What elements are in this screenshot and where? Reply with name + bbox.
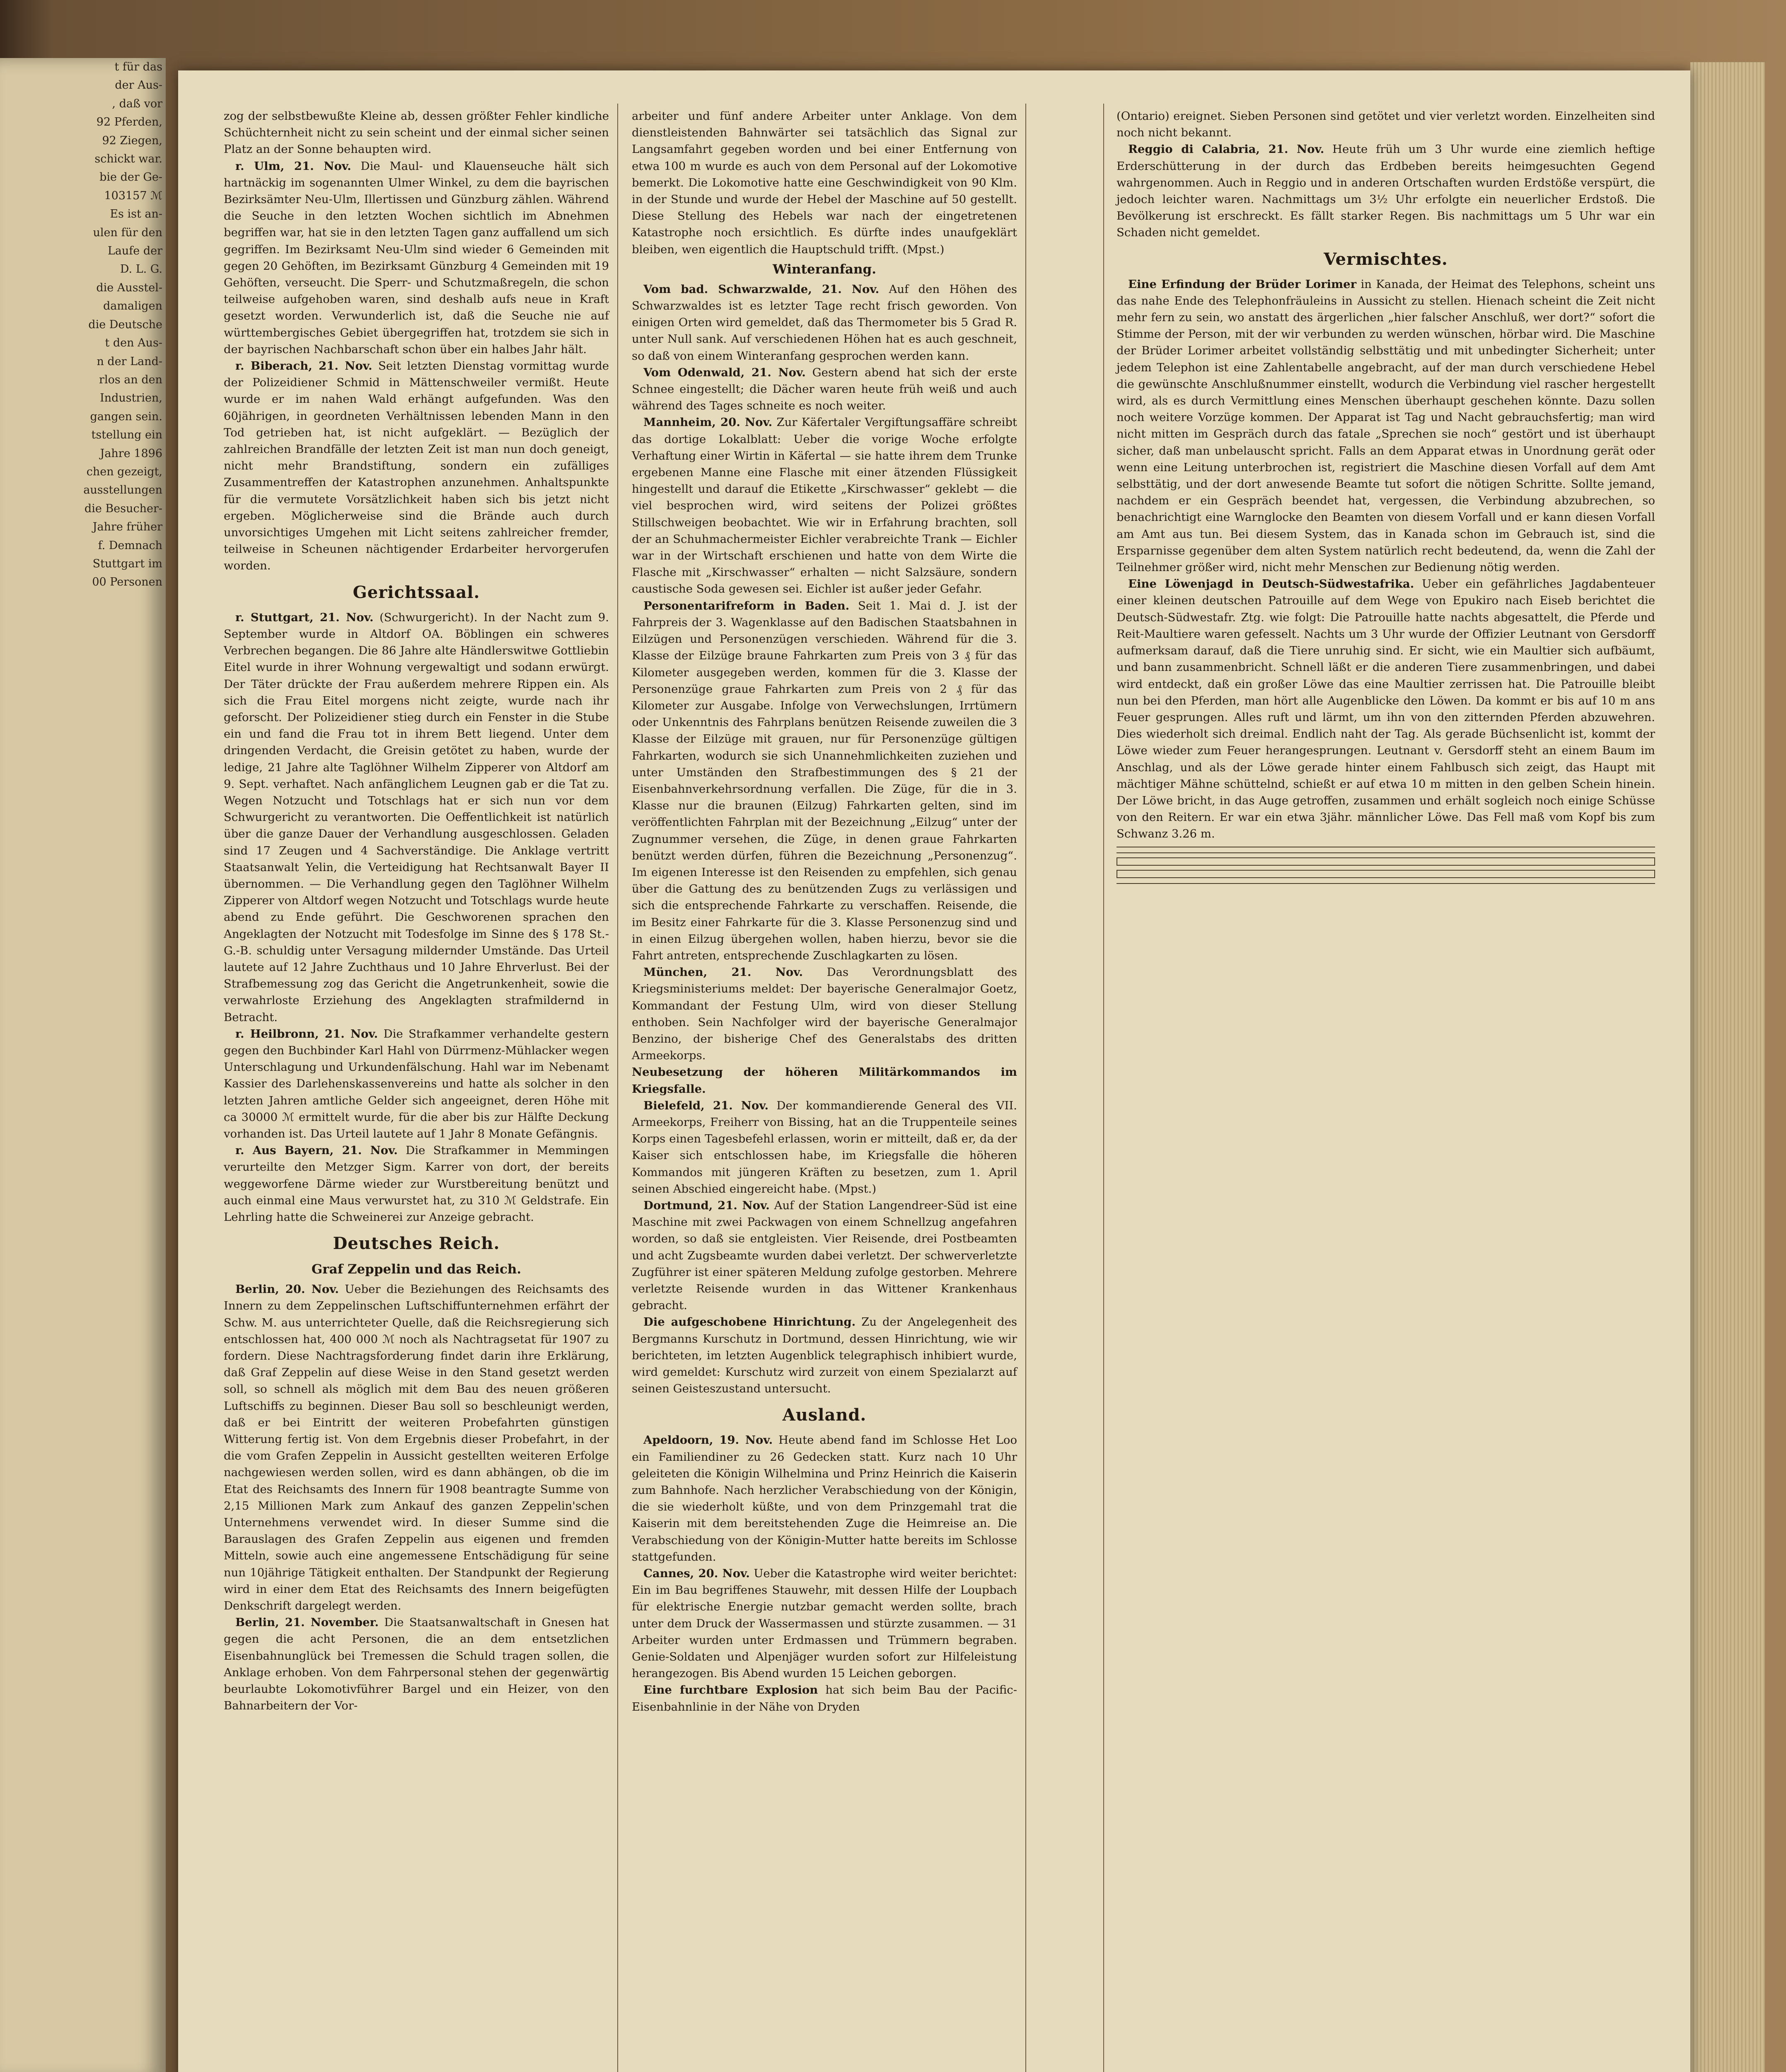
dateline: Bielefeld, 21. Nov. [643, 1099, 769, 1112]
article-text: Zu der Angelegenheit des Bergmanns Kurschutz in Dortmund, dessen Hinrichtung, wie wir berichteten, im letzten Augenblick telegraphisch inhibiert wurde, wird gemeldet: Kurschutz wird zurzeit von einem Spezialarzt auf seinen Geisteszustand untersucht. [632, 1315, 1017, 1396]
previous-page-text-fragment: Es ist an- [110, 208, 162, 221]
dateline: r. Stuttgart, 21. Nov. [235, 610, 374, 624]
column-rule [1103, 104, 1104, 2072]
previous-page-text-fragment: 92 Pferden, [96, 116, 162, 129]
previous-page-text-fragment: D. L. G. [120, 263, 162, 276]
article-cannes [632, 1565, 1017, 1682]
article-text: Auf der Station Langendreer-Süd ist eine Maschine mit zwei Packwagen von einem Schnellzug angefahren worden, so daß sie entgleisten. Vier Reisende, drei Postbeamten und acht Zugsbeamte wurden dabei verletzt. Der schwerverletzte Zugführer ist einer späteren Meldung zufolge gestorben. Mehrere verletzte Reisende wurden in das Wittener Krankenhaus gebracht. [632, 1199, 1017, 1312]
article-ulm [224, 158, 609, 358]
previous-page-text-fragment: Laufe der [107, 244, 162, 258]
previous-page-text-fragment: Industrien, [100, 392, 162, 405]
column-2 [632, 108, 1017, 1715]
dateline: r. Ulm, 21. Nov. [235, 159, 351, 173]
column-rule [1025, 104, 1026, 2072]
article-text: Seit 1. Mai d. J. ist der Fahrpreis der 3. Wagenklasse auf den Badischen Staatsbahnen in Eilzügen und Personenzügen verschieden. Während für die 3. Klasse der Eilzüge braune Fahrkarten zum Preis von 3 ₰ für das Kilometer ausgegeben werden, kommen für die 3. Klasse der Personenzüge graue Fahrkarten zum Preis von 2 ₰ für das Kilometer zur Ausgabe. Infolge von Verwechslungen, Irrtümern oder Unkenntnis des Fahrplans benützen Reisende zuweilen die 3 Klasse der Eilzüge mit grauen, nur für Personenzüge gültigen Fahrkarten, wodurch sie sich Unannehmlichkeiten zuziehen und unter Umständen den Strafbestimmungen des § 21 der Eisenbahnverkehrsordnung verfallen. Die Züge, für die in 3. Klasse nur die braunen (Eilzug) Fahrkarten gelten, sind im veröffentlichten Fahrplan mit der Bezeichnung „Eilzug“ unter der Zugnummer versehen, die Züge, in denen graue Fahrkarten benützt werden dürfen, führen die Bezeichnung „Personenzug“. Im eigenen Interesse ist den Reisenden zu empfehlen, sich genau über die Gattung des zu benützenden Zugs zu verlässigen und sich die entsprechende Fahrkarte zu verschaffen. Reisende, die im Besitz einer Fahrkarte für die 3. Klasse Personenzug sind und in einen Eilzug übergehen wollen, haben hierzu, bevor sie die Fahrt antreten, entsprechende Zuschlagkarten zu lösen. [632, 599, 1017, 962]
dateline: r. Aus Bayern, 21. Nov. [235, 1144, 398, 1157]
article-text: Die Strafkammer verhandelte gestern gegen den Buchbinder Karl Hahl von Dürrmenz-Mühlacker wegen Unterschlagung und Urkundenfälschung. Hahl war im Nebenamt Kassier des Darlehenskassenvereins und hatte als solcher in den letzten Jahren amtliche Gelder sich angeeignet, deren Höhe mit ca 30000 ℳ ermittelt wurde, für die aber bis zur Hälfte Deckung vorhanden ist. Das Urteil lautete auf 1 Jahr 8 Monate Gefängnis. [224, 1027, 609, 1140]
subheading-winter: Winteranfang. [772, 261, 876, 277]
article-berlin-1 [224, 1281, 609, 1614]
previous-page-edge [0, 58, 166, 2072]
previous-page-text-fragment: bie der Ge- [99, 171, 162, 184]
stock-quotes-table [1117, 847, 1655, 853]
section-heading-vermischtes: Vermischtes. [1324, 249, 1448, 269]
article-dortmund [632, 1197, 1017, 1314]
dateline: Vom bad. Schwarzwalde, 21. Nov. [643, 282, 880, 296]
article-text: Heute abend fand im Schlosse Het Loo ein Familiendiner zu 26 Gedecken statt. Kurz nach 10 Uhr geleiteten die Königin Wilhelmina und Prinz Heinrich die Kaiserin zum Bahnhofe. Nach herzlicher Verabschiedung von der Königin, die sie wiederholt küßte, und von dem Prinzgemahl trat die Kaiserin mit dem bereitstehenden Zuge die Heimreise an. Die Verabschiedung von der Königin-Mutter hatte bereits im Schlosse stattgefunden. [632, 1433, 1017, 1564]
subheading-neubesetzung [632, 1064, 1017, 1097]
previous-page-text-fragment: der Aus- [115, 79, 162, 92]
dateline: Berlin, 21. November. [235, 1616, 379, 1629]
dateline: Personentarifreform in Baden. [643, 599, 850, 612]
previous-page-text-fragment: Stuttgart im [92, 557, 162, 570]
previous-page-text-fragment: gangen sein. [90, 410, 162, 423]
dateline: Eine Löwenjagd in Deutsch-Südwestafrika. [1128, 577, 1414, 591]
imprint [1117, 883, 1655, 887]
article-text: Heute früh um 3 Uhr wurde eine ziemlich heftige Erderschütterung in der durch das Erdbeben bereits heimgesuchten Gegend wahrgenommen. Auch in Reggio und in anderen Ortschaften wurden Erdstöße verspürt, die jedoch leichter waren. Nachmittags um 3½ Uhr erfolgte ein neuerlicher Erdstoß. Die Bevölkerung ist erschreckt. Es fällt starker Regen. Bis nachmittags um 5 Uhr war ein Schaden nicht gemeldet. [1117, 143, 1655, 240]
article-text: Auf den Höhen des Schwarzwaldes ist es letzter Tage recht frisch geworden. Von einigen Orten wird gemeldet, daß das Thermometer bis 5 Grad R. unter Null sank. Auf verschiedenen Höhen hat es auch geschneit, so daß von einem Winteranfang gesprochen werden kann. [632, 282, 1017, 363]
article-odenwald [632, 364, 1017, 414]
dateline: Eine furchtbare Explosion [643, 1683, 818, 1697]
article-loewenjagd [1117, 576, 1655, 842]
previous-page-text-fragment: 103157 ℳ [104, 189, 162, 202]
article-tarif [632, 598, 1017, 964]
article-bielefeld [632, 1097, 1017, 1197]
previous-page-text-fragment: tstellung ein [91, 428, 162, 442]
article-stuttgart [224, 609, 609, 1026]
article-text: Die Strafkammer in Memmingen verurteilte den Metzger Sigm. Karrer von dort, der bereits weggeworfene Därme wieder zur Wurstbereitung benützt und auch einmal eine Maus verwurstet hat, zu 310 ℳ Geldstrafe. Ein Lehrling hatte die Schweinerei zur Anzeige gebracht. [224, 1144, 609, 1224]
article-text: in Kanada, der Heimat des Telephons, scheint uns das nahe Ende des Telephonfräuleins in Aussicht zu stellen. Hienach scheint die Zeit nicht mehr fern zu sein, wo anstatt des ärgerlichen „hier falscher Anschluß, wer dort?“ sofort die Stimme der Person, mit der wir verbunden zu werden wünschen, hörbar wird. Die Maschine der Brüder Lorimer arbeitet vollständig selbsttätig und mit unbedingter Sicherheit; unter jedem Telephon ist eine Zahlentabelle angebracht, auf der man durch verschiedene Hebel die gewünschte Anschlußnummer einstellt, wodurch die Verbindung viel rascher hergestellt wird, als es durch Vermittlung eines Menschen überhaupt geschehen könnte. Dazu sollen noch weitere Vorzüge kommen. Der Apparat ist Tag und Nacht gebrauchsfertig; man wird nicht mitten im Gespräch durch das fatale „Sprechen sie noch“ gestört und ist überhaupt sicher, daß man unbelauscht spricht. Falls an dem Apparat etwas in Unordnung gerät oder wenn eine Leitung unterbrochen ist, registriert die Maschine diesen Vorfall auf dem Amt selbsttätig, und der dort anwesende Beamte tut sofort die nötigen Schritte. Sollte jemand, nachdem er ein Gespräch beendet hat, vergessen, die Verbindung abzubrechen, so benachrichtigt eine Warnglocke den Beamten von diesem Vorfall und er kann diesen Vorfall am Amt aus tun. Bei diesem System, das in Kanada schon im Gebrauch ist, sind die Ersparnisse gegenüber dem alten System natürlich recht bedeutend, da, wenn die Zahl der Teilnehmer größer wird, nicht mehr Menschen zur Bedienung nötig werden. [1117, 277, 1655, 574]
dateline: Cannes, 20. Nov. [643, 1567, 750, 1581]
previous-page-text-fragment: Jahre 1896 [100, 447, 162, 460]
dateline: Reggio di Calabria, 21. Nov. [1128, 143, 1324, 156]
article-mannheim [632, 414, 1017, 597]
article-schwarzwald [632, 281, 1017, 364]
advertisement-weck [1117, 870, 1655, 878]
article-reggio [1117, 141, 1655, 241]
article-text: hat sich beim Bau der Pacific-Eisenbahnlinie in der Nähe von Dryden [632, 1683, 1017, 1714]
previous-page-text-fragment: Jahre früher [92, 520, 162, 534]
column-1 [224, 108, 609, 1714]
dateline: Mannheim, 20. Nov. [643, 416, 773, 429]
article-text: Ueber die Katastrophe wird weiter berichtet: Ein im Bau begriffenes Stauwehr, mit dessen Hilfe der Loupbach für elektrische Energie nutzbar gemacht werden sollte, brach unter dem Druck der Wassermassen und stürzte zusammen. — 31 Arbeiter wurden unter Erdmassen und Trümmern begraben. Genie-Soldaten und Alpenjäger wurden sofort zur Hilfeleistung herangezogen. Bis Abend wurden 15 Leichen geborgen. [632, 1567, 1017, 1680]
dateline: Eine Erfindung der Brüder Lorimer [1128, 277, 1357, 291]
article-hinrichtung [632, 1314, 1017, 1397]
previous-page-text-fragment: 92 Ziegen, [102, 134, 162, 147]
dateline: r. Heilbronn, 21. Nov. [235, 1027, 378, 1041]
column-rule [617, 104, 618, 2072]
column-3 [1117, 108, 1655, 887]
article-text: Ueber die Beziehungen des Reichsamts des Innern zu dem Zeppelinschen Luftschiffunternehmen erfährt der Schw. M. aus unterrichteter Quelle, daß die Reichsregierung sich entschlossen hat, 400 000 ℳ noch als Nachtragsetat für 1907 zu fordern. Diese Nachtragsforderung findet darin ihre Erklärung, daß Graf Zeppelin auf diese Weise in den Stand gesetzt werden soll, so schnell als möglich mit dem Bau des neuen größeren Luftschiffs zu beginnen. Dieser Bau soll so beschleunigt werden, daß er bei Eintritt der weiteren Probefahrten günstigen Witterung fertig ist. Von dem Ergebnis dieser Probefahrt, in der die vom Grafen Zeppelin in Aussicht gestellten weiteren Erfolge nachgewiesen werden sollen, wird es dann abhängen, ob die im Etat des Reichsamts des Innern für 1908 beantragte Summe von 2,15 Millionen Mark zum Ankauf des ganzen Zeppelin'schen Unternehmens verwendet wird. In dieser Summe sind die Barauslagen des Grafen Zeppelin aus eigenen und fremden Mitteln, sowie auch eine angemessene Entschädigung für seine nun 10jährige Tätigkeit enthalten. Der Standpunkt der Regierung wird in einer dem Etat des Reichsamts des Innern beigefügten Denkschrift dargelegt werden. [224, 1283, 609, 1613]
section-heading-ausland: Ausland. [782, 1405, 867, 1425]
previous-page-text-fragment: schickt war. [94, 152, 162, 166]
dateline: r. Biberach, 21. Nov. [235, 359, 372, 373]
dateline: Neubesetzung der höheren Militärkommandos im Kriegsfalle. [632, 1065, 1017, 1096]
dateline: Die aufgeschobene Hinrichtung. [643, 1315, 856, 1329]
previous-page-text-fragment: die Deutsche [88, 318, 162, 331]
previous-page-text-fragment: die Besucher- [84, 502, 162, 515]
previous-page-text-fragment: t für das [114, 61, 162, 73]
dateline: München, 21. Nov. [643, 966, 803, 979]
newspaper-page [178, 70, 1690, 2072]
article-heilbronn [224, 1026, 609, 1142]
article-text: Das Verordnungsblatt des Kriegsministeriums meldet: Der bayerische Generalmajor Goetz, Kommandant der Festung Ulm, wird von dieser Stellung enthoben. Sein Nachfolger wird der bayerische Generalmajor Benzino, der bisherige Chef des Generalstabs des dritten Armeekorps. [632, 966, 1017, 1063]
article-text: Seit letzten Dienstag vormittag wurde der Polizeidiener Schmid in Mättenschweiler vermißt. Heute wurde er im nahen Wald erhängt aufgefunden. Was den 60jährigen, in geordneten Verhältnissen lebenden Mann in den Tod getrieben hat, ist nicht aufgeklärt. — Bezüglich der zahlreichen Brandfälle der letzten Zeit ist man nun doch geneigt, nicht mehr Brandstiftung, sondern ein zufälliges Zusammentreffen der Katastrophen anzunehmen. Anhaltspunkte für die vermutete Vorsätzlichkeit haben sich bis jetzt nicht ergeben. Möglicherweise sind die Brände auch durch unvorsichtiges Umgehen mit Licht seitens zahlreicher fremder, teilweise in Scheunen nächtigender Erdarbeiter hervorgerufen worden. [224, 359, 609, 573]
previous-page-text-fragment: n der Land- [97, 355, 162, 368]
previous-page-text-fragment: ulen für den [93, 226, 162, 239]
article-text: (Schwurgericht). In der Nacht zum 9. September wurde in Altdorf OA. Böblingen ein schweres Verbrechen begangen. Die 86 Jahre alte Händlerswitwe Gottliebin Eitel wurde in ihrer Wohnung vergewaltigt und sodann erwürgt. Der Täter drückte der Frau außerdem mehrere Rippen ein. Als sich die Frau Eitel morgens nicht zeigte, wurde nach ihr geforscht. Der Polizeidiener stieg durch ein Fenster in die Stube ein und fand die Frau tot in ihrem Bett liegend. Unter dem dringenden Verdacht, die Greisin getötet zu haben, wurde der ledige, 21 Jahre alte Taglöhner Wilhelm Zipperer von Altdorf am 9. Sept. verhaftet. Nach anfänglichem Leugnen gab er die Tat zu. Wegen Notzucht und Totschlags hat er sich nun vor dem Schwurgericht zu verantworten. Die Oeffentlichkeit ist natürlich über die ganze Dauer der Verhandlung ausgeschlossen. Geladen sind 17 Zeugen und 4 Sachverständige. Die Anklage vertritt Staatsanwalt Yelin, die Verteidigung hat Rechtsanwalt Bayer II übernommen. — Die Verhandlung gegen den Taglöhner Wilhelm Zipperer von Altdorf wegen Notzucht und Totschlags wurde heute abend zu Ende geführt. Die Geschworenen sprachen den Angeklagten der Notzucht mit Todesfolge im Sinne des § 178 St.-G.-B. schuldig unter Versagung mildernder Umstände. Das Urteil lautete auf 12 Jahre Zuchthaus und 10 Jahre Ehrverlust. Bei der Strafbemessung zog das Gericht die Angetrunkenheit, sowie die verwahrloste Erziehung des Angeklagten strafmildernd in Betracht. [224, 610, 609, 1024]
article-biberach [224, 358, 609, 574]
previous-page-text-fragment: die Ausstel- [96, 281, 162, 294]
previous-page-text-fragment: chen gezeigt, [86, 465, 162, 478]
dateline: Berlin, 20. Nov. [235, 1283, 339, 1296]
article-text: Der kommandierende General des VII. Armeekorps, Freiherr von Bissing, hat an die Truppenteile seines Korps einen Tagesbefehl erlassen, worin er mitteilt, daß er, da der Kaiser sich entschlossen habe, im Kriegsfalle die höheren Kommandos mit jüngeren Kräften zu besetzen, zum 1. April seinen Abschied eingereicht habe. (Mpst.) [632, 1099, 1017, 1196]
article-muenchen [632, 964, 1017, 1064]
dateline: Dortmund, 21. Nov. [643, 1199, 770, 1212]
article-text: Ueber ein gefährliches Jagdabenteuer einer kleinen deutschen Patrouille auf dem Wege von Epukiro nach Eiseb berichtet die Deutsch-Südwestafr. Ztg. wie folgt: Die Patrouille hatte nachts abgesattelt, die Pferde und Reit-Maultiere waren gefesselt. Nachts um 3 Uhr wurde der Offizier Leutnant von Gersdorff aufmerksam darauf, daß die Tiere unruhig sind. Er sicht, wie ein Maultier sich aufbäumt, und bann zusammenbricht. Schnell läßt er die anderen Tiere zusammenbringen, und dabei wird entdeckt, daß ein großer Löwe das eine Maultier zerrissen hat. Die Patrouille bleibt nun bei den Pferden, man hört alle Augenblicke den Löwen. Da kommt er bis auf 10 m ans Feuer gesprungen. Alles ruft und lärmt, um ihn von den zitternden Pferden abzuwehren. Dies wiederholt sich dreimal. Endlich naht der Tag. Als gerade Büchsenlicht ist, kommt der Löwe wieder zum Feuer herangesprungen. Leutnant v. Gersdorff steht an einem Baum im Anschlag, und als der Löwe gerade hinter einem Fahlbusch sich zeigt, das Haupt mit mächtiger Mähne schüttelnd, schießt er auf etwa 10 m mitten in den gelben Schein hinein. Der Löwe bricht, in das Auge getroffen, zusammen und erhält sogleich noch einige Schüsse von den Reitern. Er war ein etwa 3jähr. männlicher Löwe. Das Fell maß vom Kopf bis zum Schwanz 3.26 m. [1117, 577, 1655, 841]
previous-page-text-fragment: t den Aus- [105, 336, 162, 350]
previous-page-text-fragment: ausstellungen [83, 484, 162, 497]
dateline: Apeldoorn, 19. Nov. [643, 1433, 773, 1447]
article-apeldoorn [632, 1432, 1017, 1565]
previous-page-text-fragment: rlos an den [99, 373, 162, 386]
article-lorimer [1117, 276, 1655, 576]
previous-page-text-fragment: damaligen [103, 300, 162, 313]
article-text: Zur Käfertaler Vergiftungsaffäre schreibt das dortige Lokalblatt: Ueber die vorige Woche erfolgte Verhaftung einer Wirtin in Käfertal — sie hatte ihrem dem Trunke ergebenen Manne eine Flasche mit einer ätzenden Flüssigkeit hingestellt und darauf die Etikette „Kirschwasser“ geklebt — die viel besprochen wird, wird seitens der Polizei größtes Stillschweigen beobachtet. Wie wir in Erfahrung brachten, soll der an Schuhmachermeister Eichler verabreichte Trank — Eichler war in der Wirtschaft erschienen und hatte von dem Wirte die Flasche mit „Kirschwasser“ erhalten — nicht Salzsäure, sondern caustische Soda gewesen sei. Eichler ist außer jeder Gefahr. [632, 416, 1017, 596]
dateline: Vom Odenwald, 21. Nov. [643, 366, 806, 379]
article-continuation: (Ontario) ereignet. Sieben Personen sind getötet und vier verletzt worden. Einzelheiten sind noch nicht bekannt. [1117, 109, 1655, 140]
section-heading-reich: Deutsches Reich. [333, 1234, 500, 1254]
article-text: Gestern abend hat sich der erste Schnee eingestellt; die Dächer waren heute früh weiß und auch während des Tages schneite es noch weiter. [632, 366, 1017, 413]
subheading-zeppelin: Graf Zeppelin und das Reich. [311, 1262, 522, 1277]
article-continuation: arbeiter und fünf andere Arbeiter unter Anklage. Von dem dienstleistenden Bahnwärter sei tatsächlich das Signal zur Langsamfahrt gegeben worden und bei einer Entfernung von etwa 100 m wurde es auch von dem Personal auf der Lokomotive bemerkt. Die Lokomotive hatte eine Geschwindigkeit von 90 Klm. in der Stunde und wurde der Hebel der Maschine auf 50 gestellt. Diese Stellung des Hebels war nach der eingetretenen Katastrophe noch ersichtlich. Es dürfte indes unaufgeklärt bleiben, wen eigentlich die Hauptschuld trifft. (Mpst.) [632, 109, 1017, 256]
article-text: Die Maul- und Klauenseuche hält sich hartnäckig im sogenannten Ulmer Winkel, zu dem die bayrischen Bezirksämter Neu-Ulm, Illertissen und Günzburg zählen. Während die Seuche in den letzten Wochen sichtlich im Abnehmen begriffen war, hat sie in den letzten Tagen ganz auffallend um sich gegriffen. Im Bezirksamt Neu-Ulm sind wieder 6 Gemeinden mit gegen 20 Gehöften, im Bezirksamt Günzburg 4 Gemeinden mit 19 Gehöften, verseucht. Die Sperr- und Schutzmaßregeln, die schon teilweise aufgehoben waren, sind deshalb aufs neue in Kraft gesetzt worden. Verwunderlich ist, daß die Seuche nie auf württembergisches Gebiet übergegriffen hat, trotzdem sie sich in der bayrischen Nachbarschaft schon über ein halbes Jahr hält. [224, 159, 609, 356]
article-continuation: zog der selbstbewußte Kleine ab, dessen größter Fehler kindliche Schüchternheit nicht zu sein scheint und der einmal sicher seinen Platz an der Sonne behaupten wird. [224, 109, 609, 156]
article-berlin-2 [224, 1614, 609, 1714]
article-bayern [224, 1142, 609, 1225]
advertisement-liebesheiraten [1117, 857, 1655, 866]
page-stack-edge [1690, 62, 1765, 2072]
previous-page-text-fragment: , daß vor [112, 97, 162, 110]
previous-page-text-fragment: f. Demnach [98, 539, 162, 552]
article-explosion [632, 1682, 1017, 1715]
section-heading-court: Gerichtssaal. [353, 582, 480, 602]
article-text: Die Staatsanwaltschaft in Gnesen hat gegen die acht Personen, die an dem entsetzlichen Eisenbahnunglück bei Tremessen die Schuld tragen sollen, die Anklage erhoben. Von dem Fahrpersonal stehen der gegenwärtig beurlaubte Lokomotivführer Bargel und ein Heizer, von den Bahnarbeitern der Vor- [224, 1616, 609, 1713]
previous-page-text-fragment: 00 Personen [92, 576, 162, 589]
